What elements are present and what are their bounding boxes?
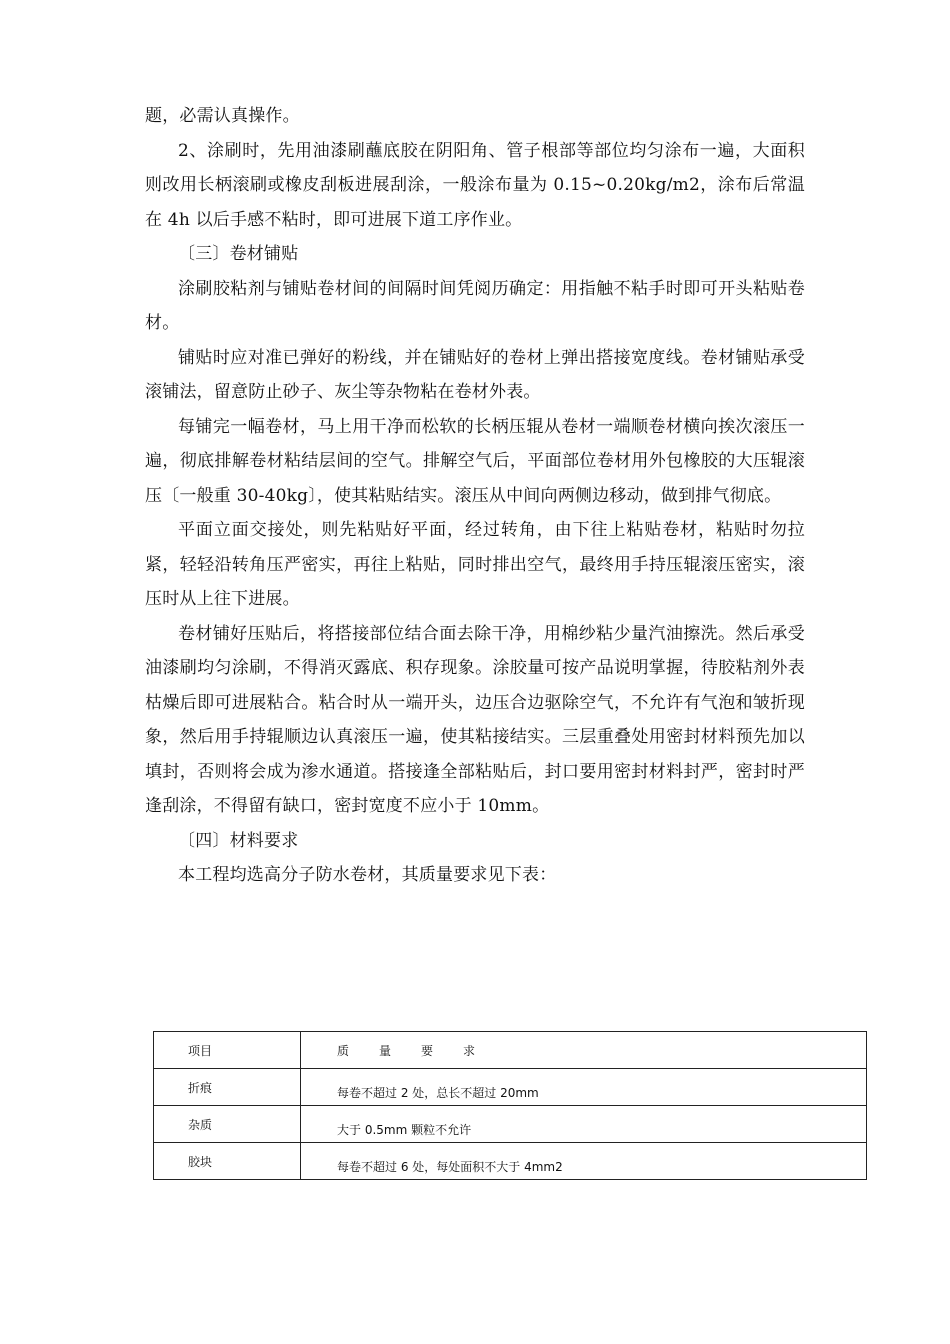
section-heading-membrane-laying: 〔三〕卷材铺贴 — [178, 244, 299, 264]
table-row — [154, 1106, 867, 1143]
section-heading-material-requirements: 〔四〕材料要求 — [178, 830, 299, 851]
paragraph-coating-step: 2、涂刷时，先用油漆刷蘸底胶在阴阳角、管子根部等部位均匀涂布一遍，大面积则改用长柄滚刷或橡皮刮板进展刮涂，一般涂布量为 0.15~0.20kg/m2，涂布后常温在 4h 以后手感不粘时，即可进展下道工序作业。 — [145, 140, 805, 230]
table-row — [154, 1143, 867, 1180]
paragraph-corner-joint: 平面立面交接处，则先粘贴好平面，经过转角，由下往上粘贴卷材，粘贴时勿拉紧，轻轻沿转角压严密实，再往上粘贴，同时排出空气，最终用手持压辊滚压密实，滚压时从上往下进展。 — [145, 520, 805, 609]
row-requirement: 大于 0.5mm 颗粒不允许 — [337, 1122, 472, 1137]
row-requirement: 每卷不超过 2 处，总长不超过 20mm — [337, 1085, 539, 1100]
table-header-row — [154, 1032, 867, 1069]
row-item: 折痕 — [154, 1069, 301, 1106]
paragraph-material-intro: 本工程均选高分子防水卷材，其质量要求见下表： — [178, 865, 557, 885]
quality-requirements-table — [153, 1031, 867, 1180]
row-requirement: 每卷不超过 6 处，每处面积不大于 4mm2 — [337, 1159, 563, 1174]
row-item: 胶块 — [154, 1143, 301, 1180]
paragraph-chalk-line: 铺贴时应对准已弹好的粉线，并在铺贴好的卷材上弹出搭接宽度线。卷材铺贴承受滚铺法，留意防止砂子、灰尘等杂物粘在卷材外表。 — [145, 347, 805, 402]
paragraph-rolling: 每铺完一幅卷材，马上用干净而松软的长柄压辊从卷材一端顺卷材横向挨次滚压一遍，彻底排解卷材粘结层间的空气。排解空气后，平面部位卷材用外包橡胶的大压辊滚压〔一般重 30-40kg〕，使其粘贴结实。滚压从中间向两侧边移动，做到排气彻底。 — [145, 416, 805, 506]
body-text — [145, 99, 805, 893]
row-item: 杂质 — [154, 1106, 301, 1143]
paragraph-interval-time: 涂刷胶粘剂与铺贴卷材间的间隔时间凭阅历确定：用指触不粘手时即可开头粘贴卷材。 — [145, 278, 805, 333]
header-requirement: 质量要求 — [337, 1043, 506, 1058]
paragraph-overlap-sealing: 卷材铺好压贴后，将搭接部位结合面去除干净，用棉纱粘少量汽油擦洗。然后承受油漆刷均匀涂刷，不得消灭露底、积存现象。涂胶量可按产品说明掌握，待胶粘剂外表枯燥后即可进展粘合。粘合时从一端开头，边压合边驱除空气，不允许有气泡和皱折现象，然后用手持辊顺边认真滚压一遍，使其粘接结实。三层重叠处用密封材料预先加以填封，否则将会成为渗水通道。搭接逢全部粘贴后，封口要用密封材料封严，密封时严逢刮涂，不得留有缺口，密封宽度不应小于 10mm。 — [145, 623, 805, 816]
paragraph-continuation: 题，必需认真操作。 — [145, 106, 300, 126]
header-item: 项目 — [154, 1032, 301, 1069]
table-row — [154, 1069, 867, 1106]
